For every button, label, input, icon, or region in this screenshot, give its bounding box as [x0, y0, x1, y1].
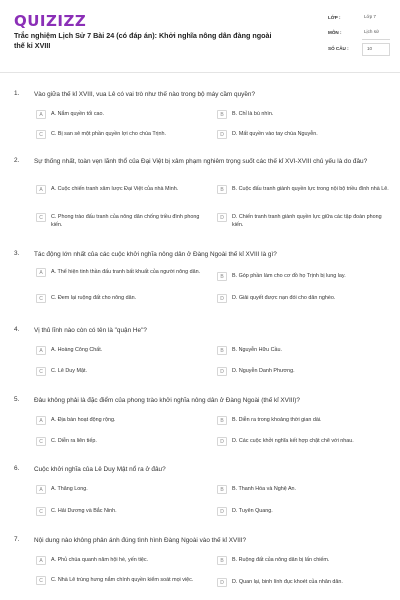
option-d[interactable]	[217, 213, 389, 229]
option-text: A. Thăng Long.	[51, 486, 88, 492]
option-letter-box: B	[217, 416, 227, 425]
option-d[interactable]	[217, 367, 389, 376]
option-letter-box: D	[217, 437, 227, 446]
option-letter-box: D	[217, 578, 227, 587]
count-label: SỐ CÂU :	[328, 46, 349, 51]
option-text: A. Thể hiện tinh thần đấu tranh bất khuất của người nông dân.	[51, 269, 201, 275]
option-b[interactable]	[217, 556, 389, 565]
option-text: C. Lê Duy Mật.	[51, 368, 87, 374]
option-text: B. Chỉ là bù nhìn.	[232, 111, 274, 117]
count-value: 10	[362, 43, 390, 56]
option-text: A. Địa bàn hoạt động rộng.	[51, 417, 116, 423]
option-a[interactable]	[36, 185, 204, 194]
option-letter-box: A	[36, 185, 46, 194]
option-letter-box: B	[217, 110, 227, 119]
class-value: Lớp 7	[364, 14, 376, 19]
option-b[interactable]	[217, 485, 389, 494]
option-b[interactable]	[217, 110, 389, 119]
option-c[interactable]	[36, 213, 204, 229]
option-c[interactable]	[36, 576, 204, 585]
question-number: 3.	[14, 250, 20, 257]
option-letter-box: D	[217, 507, 227, 516]
option-a[interactable]	[36, 346, 204, 355]
option-text: D. Nguyễn Danh Phương.	[232, 368, 295, 374]
option-c[interactable]	[36, 507, 204, 516]
option-a[interactable]	[36, 268, 204, 277]
option-text: A. Nắm quyền tối cao.	[51, 111, 105, 117]
question-text: Tác động lớn nhất của các cuộc khởi nghĩa nông dân ở Đàng Ngoài thế kỉ XVIII là gì?	[34, 251, 277, 258]
class-row	[328, 12, 390, 24]
question-number: 2.	[14, 157, 20, 164]
option-text: D. Quan lại, binh lính đục khoét của nhân dân.	[232, 579, 343, 585]
option-b[interactable]	[217, 346, 389, 355]
option-text: C. Đem lại ruộng đất cho nông dân.	[51, 295, 137, 301]
question-number: 4.	[14, 326, 20, 333]
option-a[interactable]	[36, 485, 204, 494]
question-number: 6.	[14, 465, 20, 472]
option-d[interactable]	[217, 294, 389, 303]
subject-label: MÔN :	[328, 30, 342, 35]
option-letter-box: C	[36, 213, 46, 222]
class-label: LỚP :	[328, 15, 341, 20]
option-text: C. Phong trào đấu tranh của nông dân chống triều đình phong kiến.	[51, 214, 200, 228]
option-letter-box: C	[36, 367, 46, 376]
worksheet-header	[0, 0, 400, 73]
subject-value: Lịch sử	[362, 27, 390, 40]
option-c[interactable]	[36, 437, 204, 446]
option-letter-box: B	[217, 272, 227, 281]
subject-row	[328, 27, 390, 40]
option-letter-box: A	[36, 556, 46, 565]
question-text: Cuộc khởi nghĩa của Lê Duy Mật nổ ra ở đâu?	[34, 466, 166, 473]
option-text: B. Cuộc đấu tranh giành quyền lực trong nội bộ triều đình nhà Lê.	[232, 186, 389, 192]
option-d[interactable]	[217, 437, 389, 446]
option-d[interactable]	[217, 507, 389, 516]
option-text: B. Góp phần làm cho cơ đồ họ Trịnh bị lung lay.	[232, 273, 346, 279]
option-letter-box: A	[36, 416, 46, 425]
option-a[interactable]	[36, 110, 204, 119]
option-b[interactable]	[217, 272, 389, 281]
question-number: 7.	[14, 536, 20, 543]
question-text: Đâu không phải là đặc điểm của phong trào khởi nghĩa nông dân ở Đàng Ngoài (thế kỉ XVIII)?	[34, 397, 300, 404]
option-letter-box: B	[217, 485, 227, 494]
option-b[interactable]	[217, 185, 389, 194]
worksheet-title: Trắc nghiệm Lịch Sử 7 Bài 24 (có đáp án): Khởi nghĩa nông dân đàng ngoài thế kỉ XVIII	[14, 31, 272, 50]
option-letter-box: D	[217, 294, 227, 303]
option-text: D. Chiến tranh tranh giành quyền lực giữa các tập đoàn phong kiến.	[232, 214, 382, 228]
option-letter-box: D	[217, 130, 227, 139]
option-text: C. Hải Dương và Bắc Ninh.	[51, 508, 117, 514]
option-b[interactable]	[217, 416, 389, 425]
question-text: Sự thống nhất, toàn vẹn lãnh thổ của Đại Việt bị xâm phạm nghiêm trọng suốt các thế kỉ XVI-XVIII chủ yếu là do đâu?	[34, 158, 368, 165]
option-letter-box: A	[36, 110, 46, 119]
question-text: Vị thủ lĩnh nào còn có tên là "quận He"?	[34, 327, 147, 334]
option-letter-box: A	[36, 346, 46, 355]
option-c[interactable]	[36, 367, 204, 376]
option-letter-box: C	[36, 507, 46, 516]
option-a[interactable]	[36, 556, 204, 565]
option-letter-box: D	[217, 367, 227, 376]
option-c[interactable]	[36, 130, 204, 139]
option-text: A. Phủ chúa quanh năm hội hè, yến tiệc.	[51, 557, 149, 563]
option-letter-box: B	[217, 185, 227, 194]
worksheet-meta	[328, 12, 390, 56]
option-letter-box: C	[36, 437, 46, 446]
option-text: D. Tuyên Quang.	[232, 508, 273, 514]
option-letter-box: C	[36, 294, 46, 303]
option-d[interactable]	[217, 578, 389, 587]
option-text: A. Cuộc chiến tranh xâm lược Đại Việt của nhà Minh.	[51, 186, 179, 192]
option-a[interactable]	[36, 416, 204, 425]
option-letter-box: C	[36, 130, 46, 139]
option-text: C. Diễn ra liên tiếp.	[51, 438, 97, 444]
question-text: Vào giữa thế kỉ XVIII, vua Lê có vai trò như thế nào trong bộ máy cầm quyền?	[34, 91, 255, 98]
option-text: A. Hoàng Công Chất.	[51, 347, 103, 353]
option-letter-box: A	[36, 268, 46, 277]
option-c[interactable]	[36, 294, 204, 303]
option-text: C. Bị san sẻ một phần quyền lợi cho chúa Trịnh.	[51, 131, 167, 137]
option-text: B. Ruộng đất của nông dân bị lấn chiếm.	[232, 557, 330, 563]
question-number: 1.	[14, 90, 20, 97]
option-text: C. Nhà Lê trùng hưng nắm chính quyền kiểm soát mọi việc.	[51, 577, 194, 583]
option-text: B. Thanh Hóa và Nghệ An.	[232, 486, 297, 492]
option-text: D. Mất quyền vào tay chúa Nguyễn.	[232, 131, 318, 137]
option-text: B. Nguyễn Hữu Cầu.	[232, 347, 283, 353]
option-letter-box: B	[217, 346, 227, 355]
option-letter-box: C	[36, 576, 46, 585]
question-text: Nội dung nào không phản ánh đúng tình hình Đàng Ngoài vào thế kỉ XVIII?	[34, 537, 247, 544]
option-text: B. Diễn ra trong khoảng thời gian dài.	[232, 417, 322, 423]
option-text: D. Giải quyết được nạn đói cho dân nghèo.	[232, 295, 336, 301]
option-letter-box: A	[36, 485, 46, 494]
quizizz-logo: QUIZIZZ	[14, 12, 87, 30]
question-number: 5.	[14, 396, 20, 403]
option-text: D. Các cuộc khởi nghĩa kết hợp chặt chẽ với nhau.	[232, 438, 354, 444]
option-d[interactable]	[217, 130, 389, 139]
option-letter-box: D	[217, 213, 227, 222]
count-row	[328, 43, 390, 56]
option-letter-box: B	[217, 556, 227, 565]
